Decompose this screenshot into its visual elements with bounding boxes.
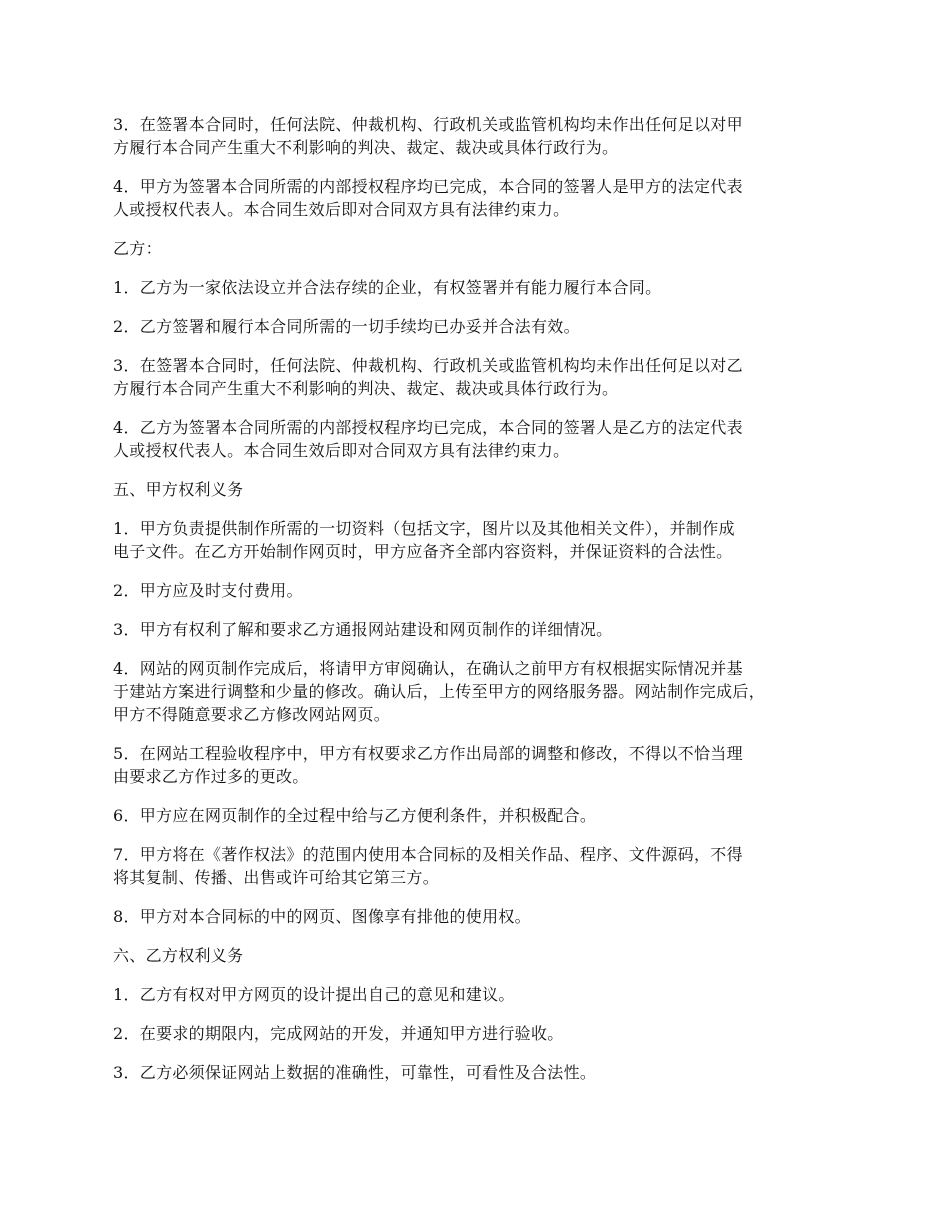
paragraph-9 <box>113 517 853 563</box>
paragraph-4-line-1: 1．乙方为一家依法设立并合法存续的企业，有权签署并有能力履行本合同。 <box>113 278 662 297</box>
paragraph-6 <box>113 354 853 400</box>
paragraph-5 <box>113 315 853 338</box>
paragraph-20 <box>113 1061 853 1084</box>
paragraph-9-line-2: 电子文件。在乙方开始制作网页时，甲方应备齐全部内容资料，并保证资料的合法性。 <box>113 542 733 561</box>
paragraph-1-line-2: 方履行本合同产生重大不利影响的判决、裁定、裁决或具体行政行为。 <box>113 138 619 157</box>
paragraph-18 <box>113 983 853 1006</box>
paragraph-12 <box>113 657 853 726</box>
section-five-heading-text: 五、甲方权利义务 <box>113 480 244 499</box>
paragraph-18-line-1: 1．乙方有权对甲方网页的设计提出自己的意见和建议。 <box>113 985 515 1004</box>
paragraph-2-line-1: 4．甲方为签署本合同所需的内部授权程序均已完成，本合同的签署人是甲方的法定代表 <box>113 177 743 196</box>
paragraph-6-line-2: 方履行本合同产生重大不利影响的判决、裁定、裁决或具体行政行为。 <box>113 379 619 398</box>
paragraph-16 <box>113 905 853 928</box>
paragraph-4 <box>113 276 853 299</box>
paragraph-13-line-2: 由要求乙方作过多的更改。 <box>113 767 309 786</box>
section-five-heading <box>113 478 853 501</box>
paragraph-13 <box>113 742 853 788</box>
paragraph-10 <box>113 579 853 602</box>
paragraph-15-line-1: 7．甲方将在《著作权法》的范围内使用本合同标的及相关作品、程序、文件源码，不得 <box>113 845 743 864</box>
paragraph-9-line-1: 1．甲方负责提供制作所需的一切资料（包括文字，图片以及其他相关文件），并制作成 <box>113 519 735 538</box>
paragraph-12-line-1: 4．网站的网页制作完成后，将请甲方审阅确认，在确认之前甲方有权根据实际情况并基 <box>113 659 743 678</box>
paragraph-12-line-2: 于建站方案进行调整和少量的修改。确认后，上传至甲方的网络服务器。网站制作完成后， <box>113 682 766 701</box>
paragraph-12-line-3: 甲方不得随意要求乙方修改网站网页。 <box>113 705 391 724</box>
paragraph-19-line-1: 2．在要求的期限内，完成网站的开发，并通知甲方进行验收。 <box>113 1024 564 1043</box>
paragraph-7-line-1: 4．乙方为签署本合同所需的内部授权程序均已完成，本合同的签署人是乙方的法定代表 <box>113 418 743 437</box>
paragraph-1 <box>113 113 853 159</box>
paragraph-2-line-2: 人或授权代表人。本合同生效后即对合同双方具有法律约束力。 <box>113 200 570 219</box>
paragraph-2 <box>113 175 853 221</box>
paragraph-15-line-2: 将其复制、传播、出售或许可给其它第三方。 <box>113 868 440 887</box>
paragraph-16-line-1: 8．甲方对本合同标的中的网页、图像享有排他的使用权。 <box>113 907 531 926</box>
paragraph-1-line-1: 3．在签署本合同时，任何法院、仲裁机构、行政机关或监管机构均未作出任何足以对甲 <box>113 115 743 134</box>
paragraph-5-line-1: 2．乙方签署和履行本合同所需的一切手续均已办妥并合法有效。 <box>113 317 580 336</box>
paragraph-20-line-1: 3．乙方必须保证网站上数据的准确性，可靠性，可看性及合法性。 <box>113 1063 597 1082</box>
paragraph-6-line-1: 3．在签署本合同时，任何法院、仲裁机构、行政机关或监管机构均未作出任何足以对乙 <box>113 356 743 375</box>
paragraph-7 <box>113 416 853 462</box>
paragraph-7-line-2: 人或授权代表人。本合同生效后即对合同双方具有法律约束力。 <box>113 441 570 460</box>
section-six-heading-text: 六、乙方权利义务 <box>113 946 244 965</box>
paragraph-11 <box>113 618 853 641</box>
paragraph-13-line-1: 5．在网站工程验收程序中，甲方有权要求乙方作出局部的调整和修改，不得以不恰当理 <box>113 744 743 763</box>
party-b-heading-text: 乙方： <box>113 239 162 258</box>
party-b-heading <box>113 237 853 260</box>
paragraph-19 <box>113 1022 853 1045</box>
paragraph-10-line-1: 2．甲方应及时支付费用。 <box>113 581 303 600</box>
paragraph-14 <box>113 804 853 827</box>
paragraph-11-line-1: 3．甲方有权利了解和要求乙方通报网站建设和网页制作的详细情况。 <box>113 620 613 639</box>
section-six-heading <box>113 944 853 967</box>
document-body <box>113 113 853 1100</box>
paragraph-15 <box>113 843 853 889</box>
paragraph-14-line-1: 6．甲方应在网页制作的全过程中给与乙方便利条件，并积极配合。 <box>113 806 597 825</box>
